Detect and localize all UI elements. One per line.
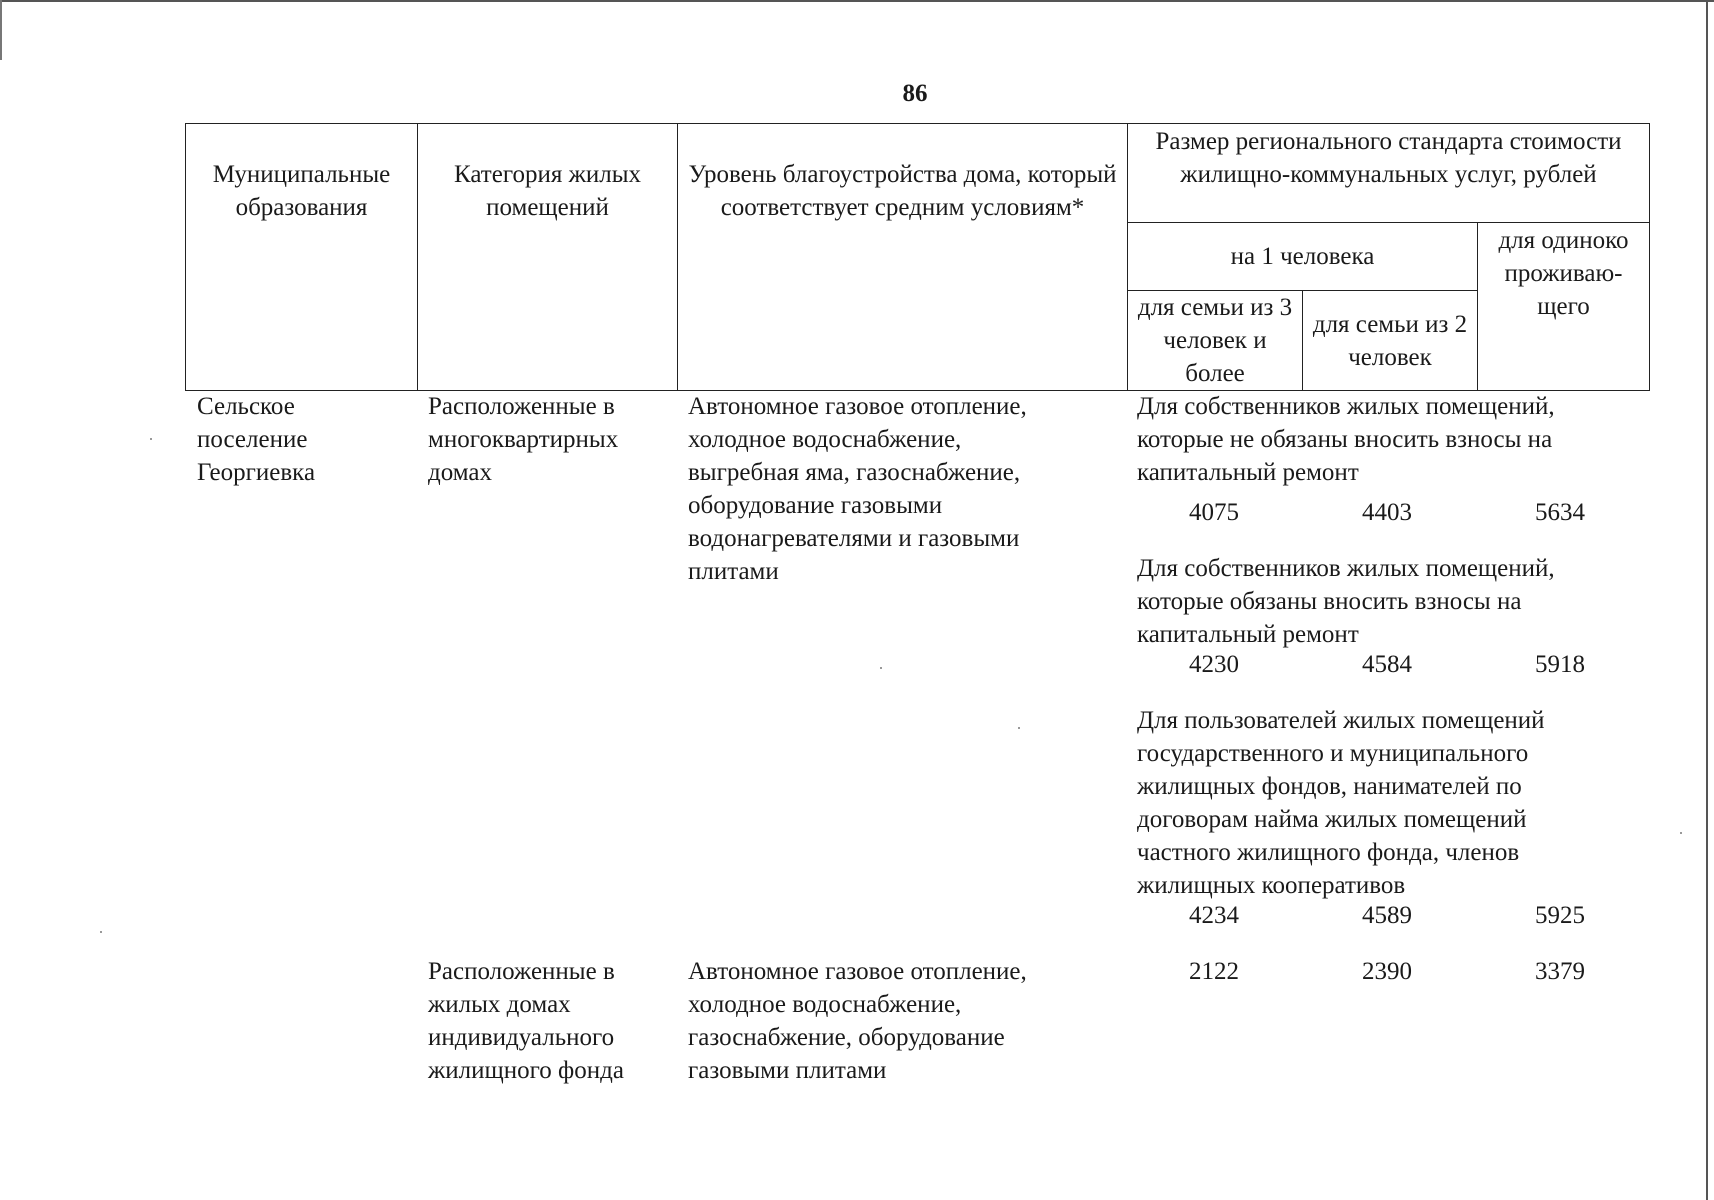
text-line: индивидуального — [428, 1024, 615, 1051]
value-family2: 4403 — [1362, 499, 1412, 526]
text-line: выгребная яма, газоснабжение, — [688, 459, 1021, 486]
scan-speck — [1680, 832, 1682, 834]
text-line: водонагревателями и газовыми — [688, 525, 1020, 552]
text-line: газоснабжение, оборудование — [688, 1024, 1005, 1051]
text-line: плитами — [688, 558, 779, 585]
text-line: Для собственников жилых помещений, — [1137, 555, 1555, 582]
text-line: капитальный ремонт — [1137, 621, 1359, 648]
text-line: государственного и муниципального — [1137, 740, 1529, 767]
table-header — [185, 123, 1650, 391]
text-line: жилищного фонда — [428, 1057, 624, 1084]
text-line: жилых домах — [428, 991, 571, 1018]
value-family3: 4234 — [1189, 902, 1239, 929]
text-line: холодное водоснабжение, — [688, 991, 962, 1018]
text-line: оборудование газовыми — [688, 492, 943, 519]
scan-speck — [1018, 727, 1020, 729]
header-standard: Размер регионального стандарта стоимости жилищно-коммунальных услуг, рублей — [1128, 124, 1650, 223]
row1-group1-label — [1137, 390, 1657, 489]
text-line: Расположенные в — [428, 393, 615, 420]
text-line: Для собственников жилых помещений, — [1137, 393, 1555, 420]
page-number: 86 — [902, 80, 928, 107]
text-line: которые обязаны вносить взносы на — [1137, 588, 1522, 615]
scan-speck — [100, 931, 102, 933]
value-single: 5634 — [1535, 499, 1585, 526]
value-family2: 4589 — [1362, 902, 1412, 929]
text-line: многоквартирных — [428, 426, 619, 453]
value-single: 5925 — [1535, 902, 1585, 929]
text-line: холодное водоснабжение, — [688, 426, 962, 453]
text-line: которые не обязаны вносить взносы на — [1137, 426, 1553, 453]
text-line: Автономное газовое отопление, — [688, 958, 1027, 985]
value-family3: 4075 — [1189, 499, 1239, 526]
value-single: 5918 — [1535, 651, 1585, 678]
row1-level — [688, 390, 1108, 588]
value-family2: 4584 — [1362, 651, 1412, 678]
row1-group2-label — [1137, 552, 1657, 651]
header-category: Категория жилых помещений — [418, 124, 678, 391]
header-family2: для семьи из 2 человек — [1303, 291, 1478, 391]
text-line: Автономное газовое отопление, — [688, 393, 1027, 420]
text-line: Сельское — [197, 393, 295, 420]
header-single: для одиноко проживаю-щего — [1478, 223, 1650, 391]
header-per-person: на 1 человека — [1128, 223, 1478, 291]
value-family2: 2390 — [1362, 958, 1412, 985]
scan-speck — [150, 438, 152, 440]
text-line: поселение — [197, 426, 308, 453]
value-family3: 2122 — [1189, 958, 1239, 985]
municipality-cell — [197, 390, 417, 489]
text-line: договорам найма жилых помещений — [1137, 806, 1527, 833]
text-line: жилищных фондов, нанимателей по — [1137, 773, 1522, 800]
scan-speck — [880, 667, 882, 669]
row1-group3-label — [1137, 704, 1657, 902]
text-line: газовыми плитами — [688, 1057, 887, 1084]
text-line: Расположенные в — [428, 958, 615, 985]
text-line: частного жилищного фонда, членов — [1137, 839, 1520, 866]
text-line: домах — [428, 459, 492, 486]
page-edge-left — [0, 0, 2, 60]
text-line: жилищных кооперативов — [1137, 872, 1406, 899]
row1-category — [428, 390, 678, 489]
header-municipal: Муниципальные образования — [186, 124, 418, 391]
page-edge-top — [0, 0, 1714, 2]
row2-level — [688, 955, 1108, 1087]
header-level: Уровень благоустройства дома, который соответствует средним условиям* — [678, 124, 1128, 391]
value-family3: 4230 — [1189, 651, 1239, 678]
page-edge-right — [1706, 0, 1708, 1200]
header-family3: для семьи из 3 человек и более — [1128, 291, 1303, 391]
row2-category — [428, 955, 678, 1087]
value-single: 3379 — [1535, 958, 1585, 985]
text-line: Для пользователей жилых помещений — [1137, 707, 1545, 734]
text-line: капитальный ремонт — [1137, 459, 1359, 486]
text-line: Георгиевка — [197, 459, 316, 486]
